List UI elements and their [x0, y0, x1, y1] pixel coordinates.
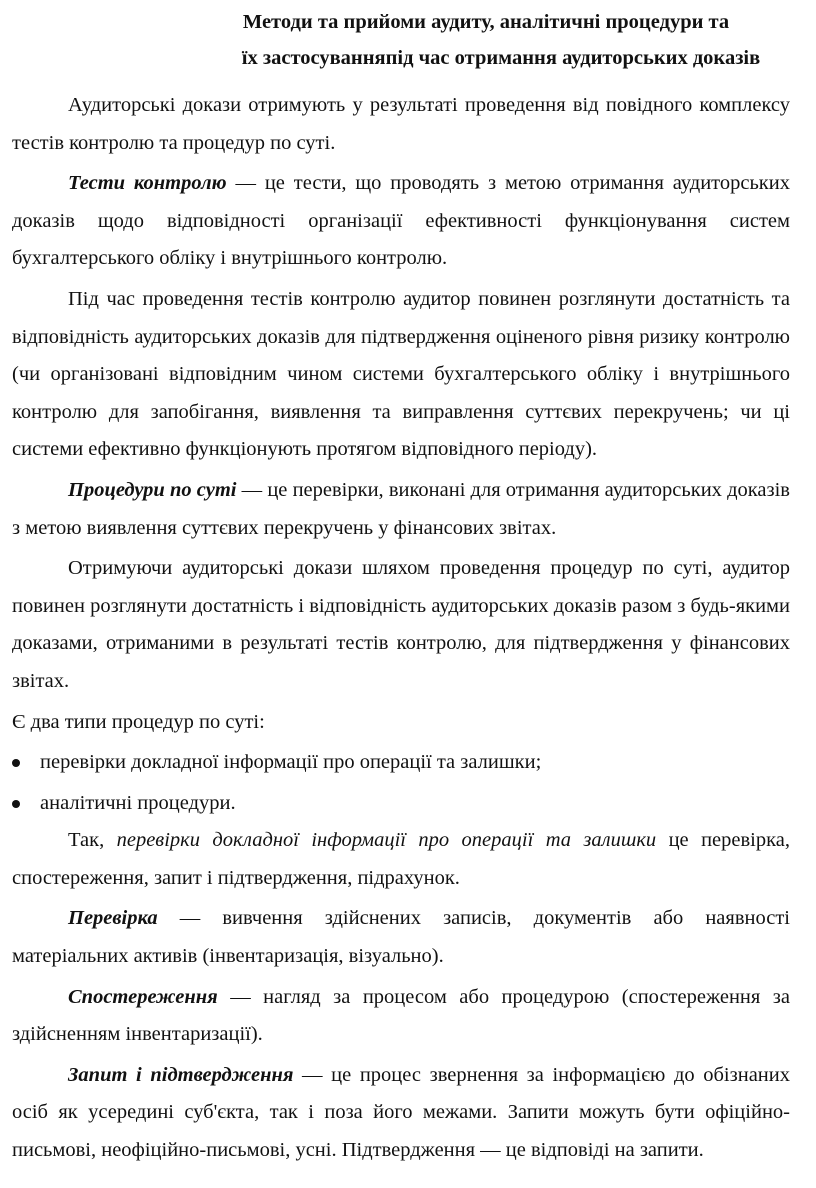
paragraph-inspection — [12, 900, 790, 975]
list-item — [12, 785, 790, 823]
paragraph-inquiry-confirmation — [12, 1057, 790, 1170]
list-item-text: аналітичні процедури. — [40, 791, 236, 814]
paragraph-intro: Аудиторські докази отримують у результаті проведення від повідного комплексу тестів контролю та процедур по суті. — [12, 94, 790, 154]
definition-observation: — нагляд за процесом або процедурою (спостереження за здійсненням інвентаризації). — [12, 985, 790, 1046]
paragraph-observation — [12, 979, 790, 1054]
paragraph-tests-of-control — [12, 165, 790, 278]
term-tests-of-control: Тести контролю — [68, 172, 227, 195]
bullet-icon — [12, 759, 20, 767]
detail-checks-lead: Так, — [68, 829, 117, 852]
paragraph-tests-procedure: Під час проведення тестів контролю аудитор повинен розглянути достатність та відповідність аудиторських доказів для підтвердження оціненого рівня ризику контролю (чи організовані відповідним чином системи бухгалтерського обліку і внутрішнього контролю для запобігання, виявлення та виправлення суттєвих перекручень; чи ці системи ефективно функціонують протягом відповідного періоду). — [12, 287, 790, 461]
bullet-icon — [12, 800, 20, 808]
definition-substantive-procedures: — це перевірки, виконані для отримання аудиторських доказів з метою виявлення суттєвих перекручень у фінансових звітах. — [12, 478, 790, 539]
list-item-text: перевірки докладної інформації про операції та залишки; — [40, 751, 542, 774]
paragraph-substantive-procedures — [12, 472, 790, 547]
document-page — [12, 0, 790, 1170]
term-inspection: Перевірка — [68, 907, 158, 930]
paragraph-detail-checks — [12, 822, 790, 897]
definition-inquiry-confirmation: — це процес звернення за інформацією до обізнаних осіб як усередині суб'єкта, так і поза його межами. Запити можуть бути офіційно-письмові, неофіційно-письмові, усні. Підтвердження — це відповіді на запити. — [12, 1063, 790, 1162]
definition-tests-of-control: — це тести, що проводять з метою отримання аудиторських доказів щодо відповідності організації ефективності функціонування систем бухгалтерського обліку і внутрішнього контролю. — [12, 172, 790, 270]
paragraph-two-types: Є два типи процедур по суті: — [12, 710, 265, 733]
document-title-line-2: їх застосуванняпід час отримання аудиторських доказів — [241, 47, 761, 69]
document-title-line-1: Методи та прийоми аудиту, аналітичні процедури та — [242, 11, 730, 33]
term-inquiry-confirmation: Запит і підтвердження — [68, 1063, 294, 1086]
term-substantive-procedures: Процедури по суті — [68, 478, 237, 501]
definition-detail-checks: це перевірка, спостереження, запит і підтвердження, підрахунок. — [12, 829, 790, 889]
procedure-types-list — [12, 744, 790, 822]
definition-inspection: — вивчення здійснених записів, документів або наявності матеріальних активів (інвентаризація, візуально). — [12, 907, 790, 968]
paragraph-obtaining-evidence: Отримуючи аудиторські докази шляхом проведення процедур по суті, аудитор повинен розглянути достатність і відповідність аудиторських доказів разом з будь-якими доказами, отриманими в результаті тестів контролю, для підтвердження у фінансових звітах. — [12, 557, 790, 692]
list-item — [12, 744, 790, 782]
term-detail-checks: перевірки докладної інформації про операції та залишки — [116, 829, 657, 852]
term-observation: Спостереження — [68, 985, 218, 1008]
